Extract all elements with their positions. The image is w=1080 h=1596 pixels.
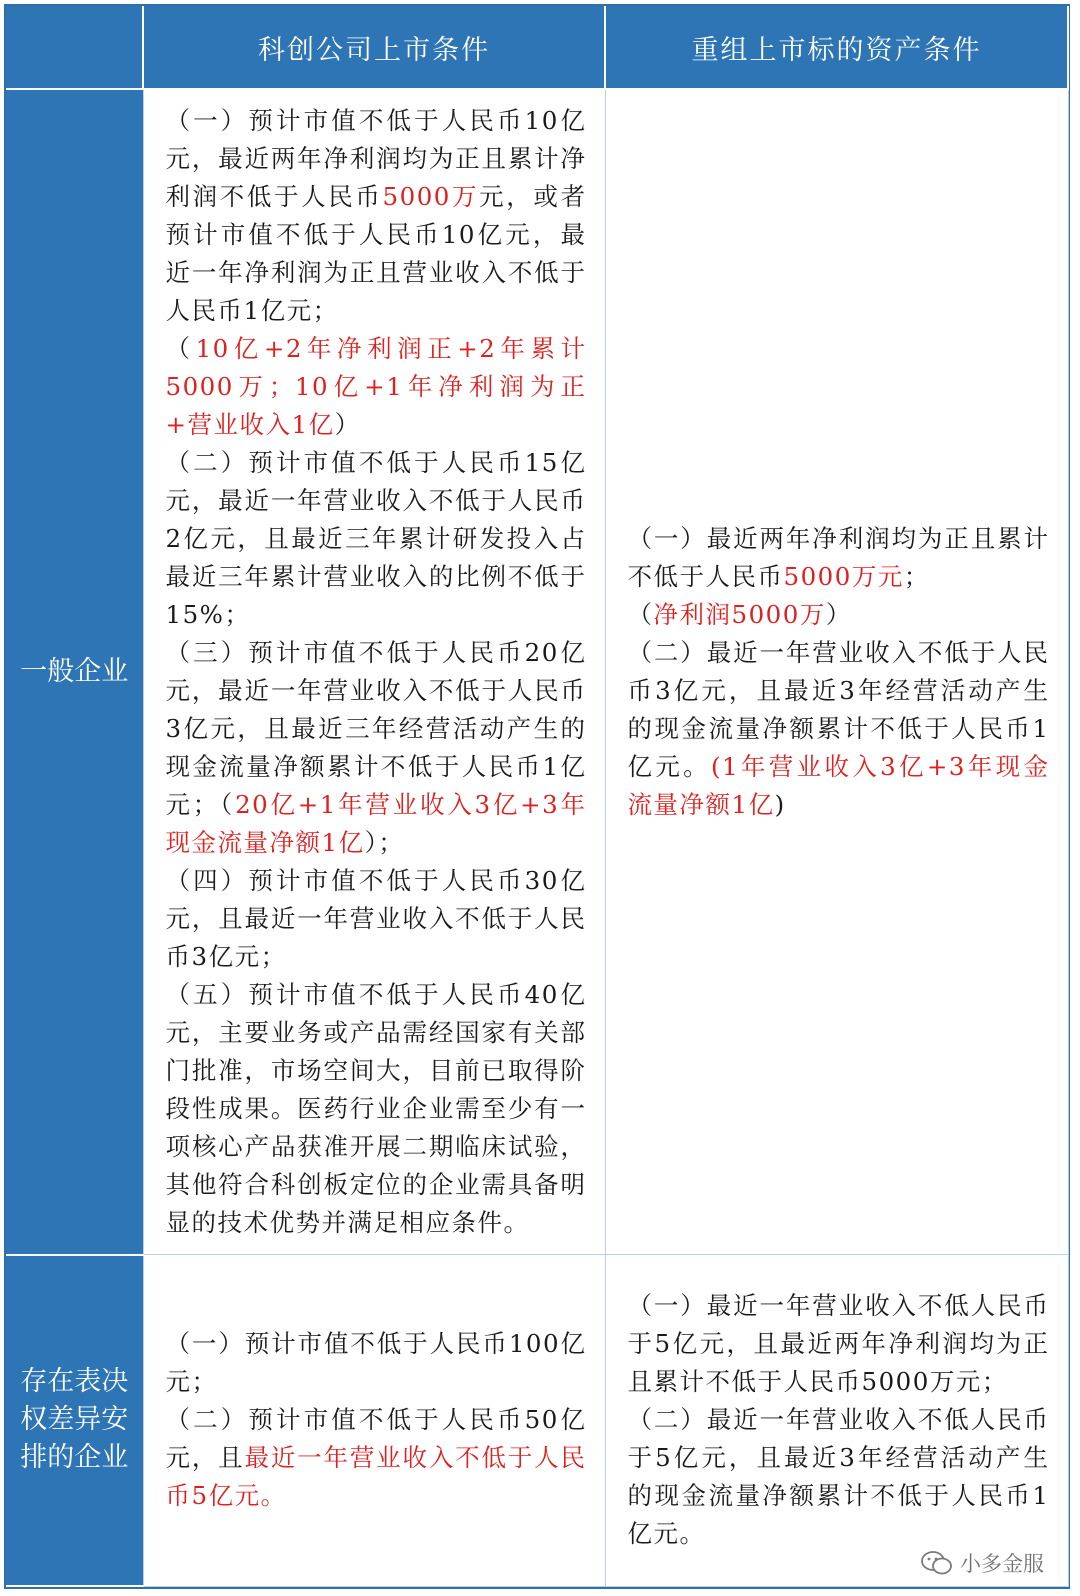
condition-paragraph [166,634,587,862]
highlight-text: 5000万 [382,182,480,211]
condition-text: （ [627,600,654,629]
condition-text: ） [825,600,852,629]
condition-text: ） [334,410,361,439]
condition-text: ； [903,562,930,591]
condition-text: （三）预计市值不低于人民币20亿元，最近一年营业收入不低于人民币3亿元，且最近三年经营活动产生的现金流量净额累计不低于人民币1亿元；（ [165,638,587,819]
condition-paragraph [166,330,587,444]
highlight-text: 最近一年 [244,1443,350,1473]
condition-text: （二）最近一年营业收入不低人民币于5亿元，且最近3年经营活动产生的现金流量净额累计不低于人民币1亿元。 [627,1405,1050,1549]
highlight-text: 20亿+1年营业收入3亿+3年现金流量净额1亿 [165,790,587,857]
condition-paragraph [628,1401,1050,1553]
watermark [920,1548,1044,1578]
condition-text: （一）预计市值不低于人民币100亿元； [165,1329,587,1397]
table-row [6,1255,1068,1587]
row-label-general-enterprise: 一般企业 [6,89,143,1255]
wechat-icon [920,1550,954,1576]
highlight-text: 10亿+2年净利润正+2年累计5000万；10亿+1年净利润为正+营业收入1亿 [165,334,587,439]
condition-text: ）； [364,828,405,857]
condition-text: （二）预计市值不低于人民币15亿元，最近一年营业收入不低于人民币2亿元，且最近三年累计研发投入占最近三年累计营业收入的比例不低于15%； [165,448,587,629]
cell-general-sci-tech [143,89,605,1255]
condition-text: （一）预计市值不低于人民币10亿元，最近两年净利润均为正且累计净利润不低于人民币 [165,106,587,211]
cell-general-restructuring [605,89,1068,1255]
header-restructuring-conditions: 重组上市标的资产条件 [605,6,1068,89]
table-row [6,89,1068,1255]
condition-text: （二）最近一年营业收入不低于人民币3亿元，且最近3年经营活动产生的现金流量净额累计不低于人民币1亿元。 [627,638,1050,781]
condition-paragraph [628,1287,1050,1401]
cell-dual-class-sci-tech [143,1255,605,1587]
watermark-text: 小多金服 [960,1552,1044,1576]
highlight-text: (1年营业收入3亿+3年现金流量净额1亿 [627,752,1050,819]
row-label-dual-class-enterprise: 存在表决权差异安排的企业 [6,1255,143,1587]
condition-text: （一）最近两年净利润均为正且累计不低于人民币 [627,524,1050,591]
condition-paragraph [166,444,587,634]
header-corner [6,6,143,89]
cell-dual-class-restructuring [605,1255,1068,1587]
header-sci-tech-conditions: 科创公司上市条件 [143,6,605,89]
condition-text: （五）预计市值不低于人民币40亿元，主要业务或产品需经国家有关部门批准，市场空间大，目前已取得阶段性成果。医药行业企业需至少有一项核心产品获准开展二期临床试验，其他符合科创板定位的企业需具备明显的技术优势并满足相应条件。 [165,980,587,1237]
condition-text: ) [774,790,786,819]
condition-paragraph [628,520,1050,596]
highlight-text: 净利润5000万 [653,600,826,629]
condition-paragraph [166,862,587,976]
highlight-text: 5000万元 [783,562,904,591]
condition-text: 元，或者预计市值不低于人民币10亿元，最近一年净利润为正且营业收入不低于人民币1亿元； [165,182,587,325]
listing-conditions-table [6,6,1069,1587]
condition-paragraph [166,1325,587,1401]
condition-text: （四）预计市值不低于人民币30亿元，且最近一年营业收入不低于人民币3亿元； [165,866,587,971]
highlight-text: 营业收入不低于人民币5亿元。 [165,1443,587,1511]
condition-paragraph [166,1401,587,1515]
header-row [6,6,1068,89]
condition-text: （一）最近一年营业收入不低人民币于5亿元，且最近两年净利润均为正且累计不低于人民币5000万元； [627,1291,1050,1397]
condition-text: （ [165,334,196,363]
condition-paragraph [628,596,1050,634]
condition-paragraph [166,976,587,1242]
condition-paragraph [166,102,587,330]
condition-paragraph [628,634,1050,824]
condition-text: （二）预计市值不低于人民币50亿元，且 [165,1405,587,1473]
